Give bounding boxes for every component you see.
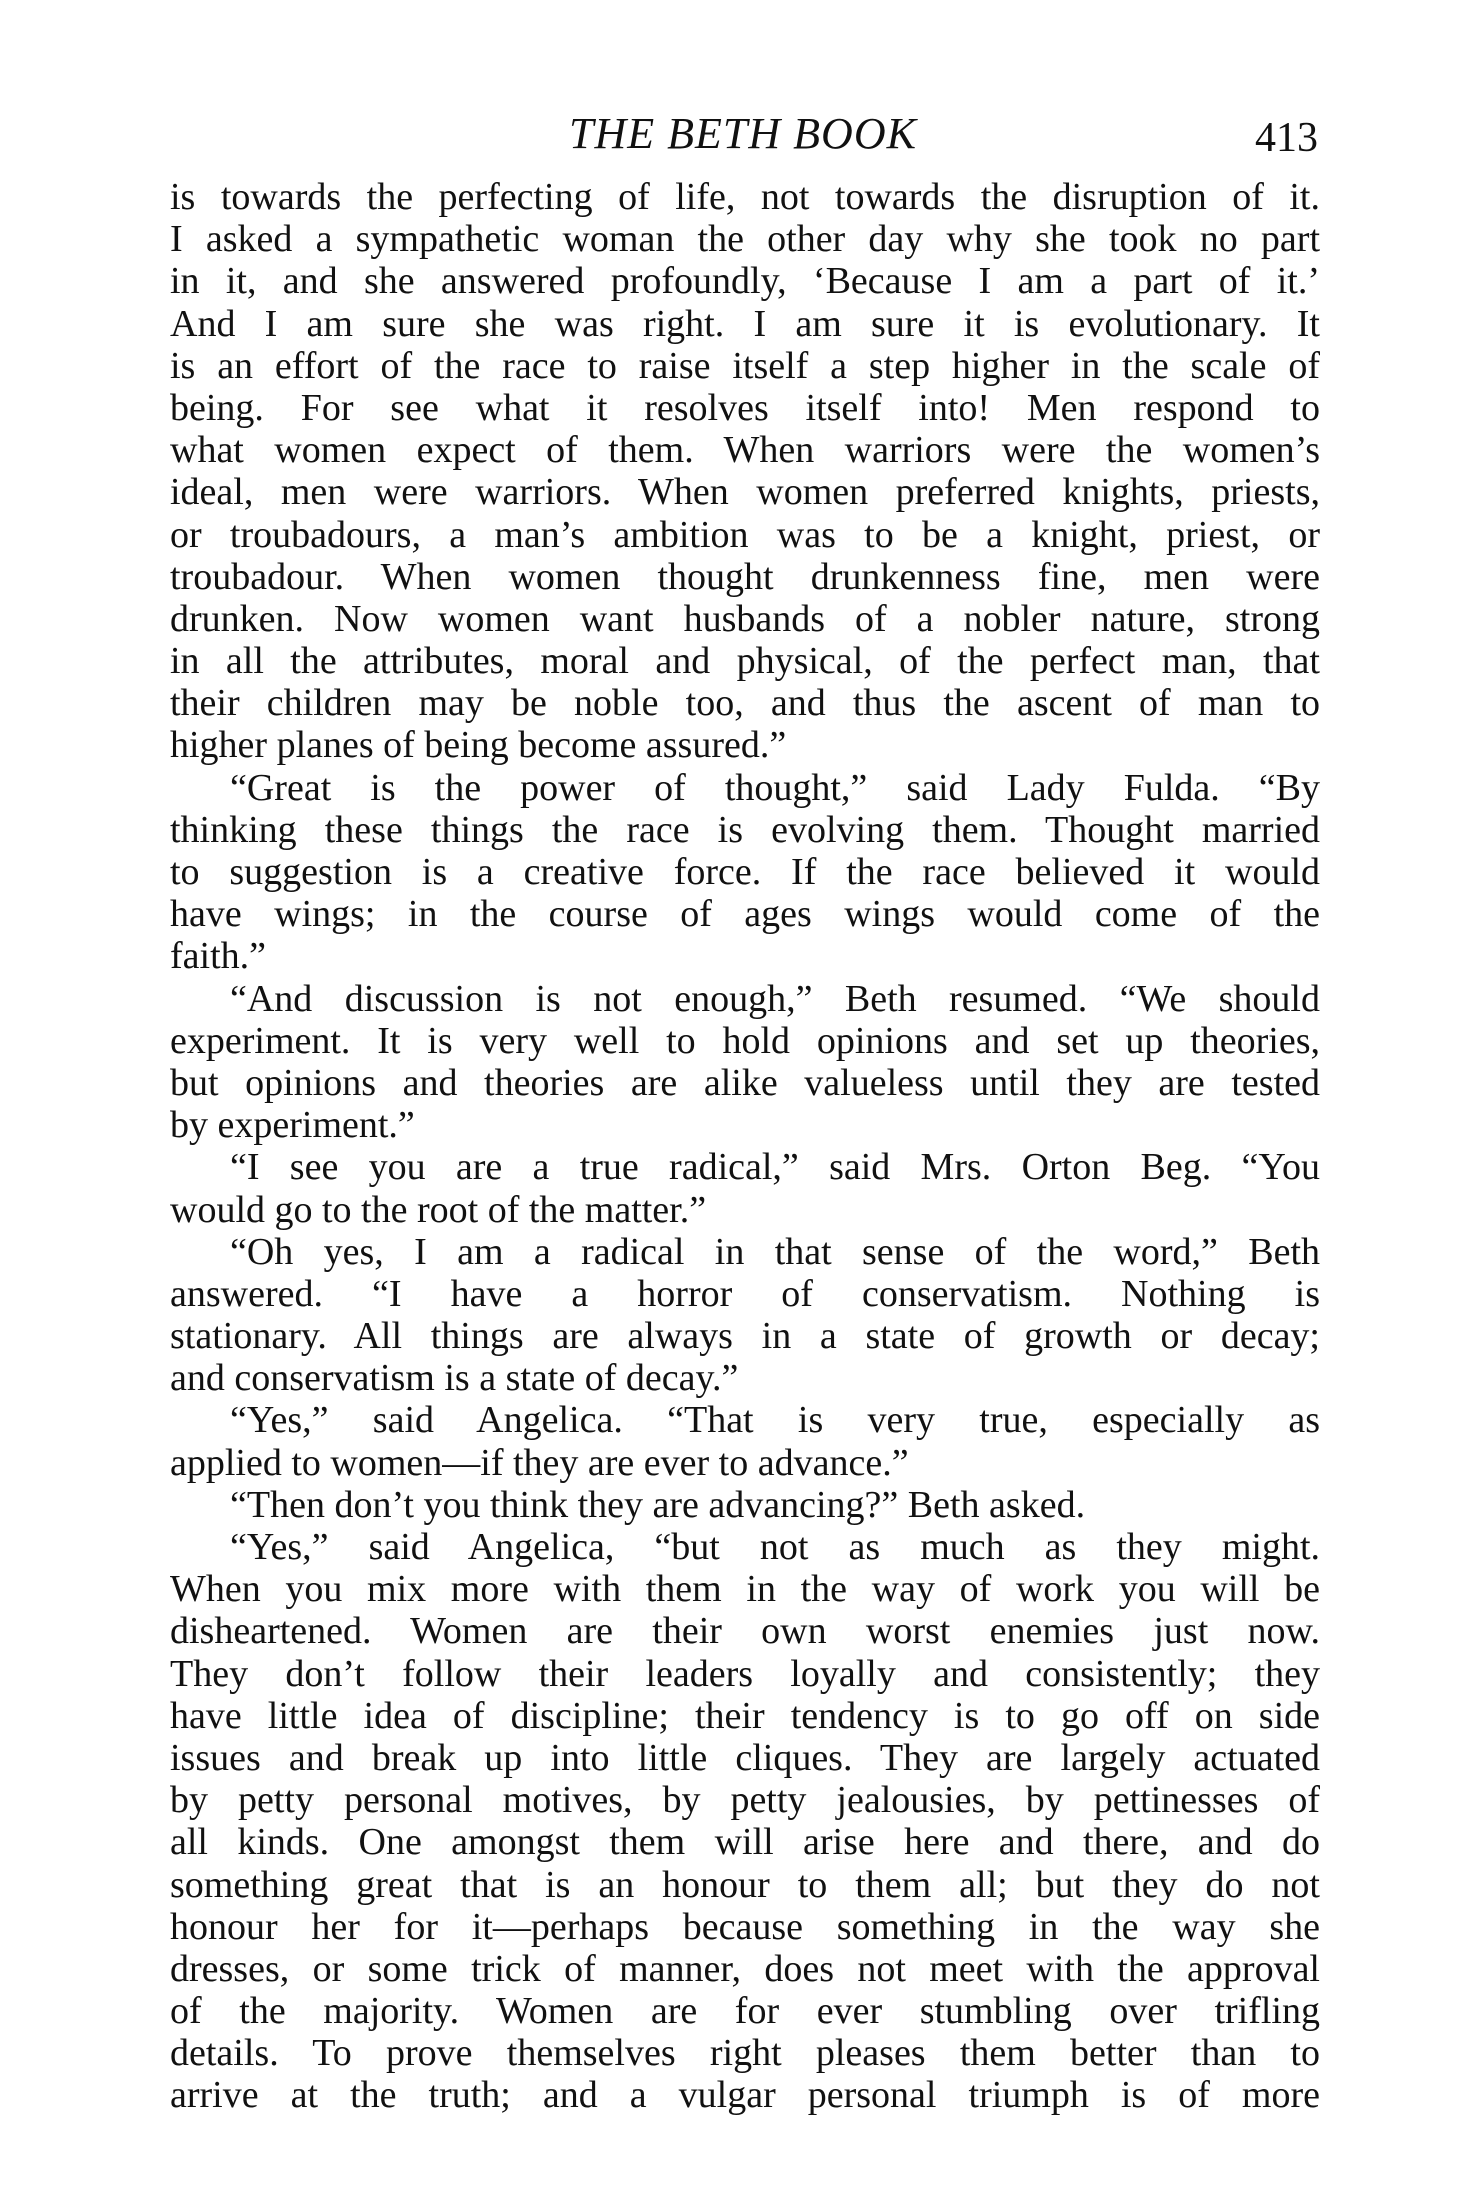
- text-line: I asked a sympathetic woman the other day why she took no part: [170, 218, 1320, 261]
- text-line: by petty personal motives, by petty jealousies, by pettinesses of: [170, 1779, 1320, 1822]
- text-line: experiment. It is very well to hold opinions and set up theories,: [170, 1019, 1320, 1062]
- text-line: “Then don’t you think they are advancing?” Beth asked.: [230, 1483, 1086, 1526]
- text-line: but opinions and theories are alike valueless until they are tested: [170, 1061, 1320, 1104]
- text-line: And I am sure she was right. I am sure it is evolutionary. It: [170, 302, 1320, 345]
- text-line: or troubadours, a man’s ambition was to be a knight, priest, or: [170, 513, 1320, 556]
- body-text: [170, 176, 1320, 2117]
- text-line: applied to women—if they are ever to advance.”: [170, 1441, 909, 1484]
- text-line: all kinds. One amongst them will arise here and there, and do: [170, 1821, 1320, 1864]
- text-line: “Yes,” said Angelica. “That is very true, especially as: [230, 1399, 1320, 1442]
- text-line: “I see you are a true radical,” said Mrs. Orton Beg. “You: [230, 1146, 1320, 1189]
- text-line: They don’t follow their leaders loyally and consistently; they: [170, 1652, 1320, 1695]
- text-line: faith.”: [170, 935, 267, 978]
- text-line: would go to the root of the matter.”: [170, 1188, 707, 1231]
- text-line: what women expect of them. When warriors were the women’s: [170, 429, 1320, 472]
- text-line: something great that is an honour to them all; but they do not: [170, 1863, 1320, 1906]
- text-line: honour her for it—perhaps because something in the way she: [170, 1905, 1320, 1948]
- running-title: THE BETH BOOK: [569, 109, 917, 158]
- text-line: by experiment.”: [170, 1104, 415, 1147]
- text-line: details. To prove themselves right pleases them better than to: [170, 2032, 1320, 2075]
- text-line: in all the attributes, moral and physical, of the perfect man, that: [170, 640, 1320, 683]
- text-line: and conservatism is a state of decay.”: [170, 1357, 739, 1400]
- text-line: “And discussion is not enough,” Beth resumed. “We should: [230, 977, 1320, 1020]
- text-line: is towards the perfecting of life, not towards the disruption of it.: [170, 176, 1320, 218]
- text-line: answered. “I have a horror of conservatism. Nothing is: [170, 1272, 1320, 1315]
- text-line: drunken. Now women want husbands of a nobler nature, strong: [170, 597, 1320, 640]
- text-line: arrive at the truth; and a vulgar personal triumph is of more: [170, 2074, 1320, 2117]
- text-line: their children may be noble too, and thus the ascent of man to: [170, 682, 1320, 725]
- page-header: [168, 104, 1318, 164]
- text-line: being. For see what it resolves itself into! Men respond to: [170, 386, 1320, 429]
- text-line: thinking these things the race is evolving them. Thought married: [170, 808, 1320, 851]
- text-line: is an effort of the race to raise itself a step higher in the scale of: [170, 344, 1320, 387]
- text-line: have little idea of discipline; their tendency is to go off on side: [170, 1694, 1320, 1737]
- text-line: in it, and she answered profoundly, ‘Because I am a part of it.’: [170, 260, 1320, 303]
- text-line: stationary. All things are always in a state of growth or decay;: [170, 1315, 1320, 1358]
- text-line: “Yes,” said Angelica, “but not as much as they might.: [230, 1526, 1320, 1568]
- text-line: disheartened. Women are their own worst enemies just now.: [170, 1610, 1320, 1653]
- text-line: to suggestion is a creative force. If the race believed it would: [170, 851, 1320, 893]
- text-line: issues and break up into little cliques. They are largely actuated: [170, 1736, 1320, 1779]
- text-line: “Oh yes, I am a radical in that sense of the word,” Beth: [230, 1230, 1320, 1273]
- text-line: higher planes of being become assured.”: [170, 724, 787, 767]
- text-line: of the majority. Women are for ever stumbling over trifling: [170, 1990, 1320, 2033]
- text-line: “Great is the power of thought,” said Lady Fulda. “By: [230, 766, 1320, 809]
- text-line: have wings; in the course of ages wings would come of the: [170, 893, 1320, 936]
- text-line: dresses, or some trick of manner, does not meet with the approval: [170, 1947, 1320, 1990]
- page-number: 413: [1255, 115, 1318, 161]
- text-line: ideal, men were warriors. When women preferred knights, priests,: [170, 471, 1320, 514]
- text-line: When you mix more with them in the way of work you will be: [170, 1568, 1320, 1611]
- text-line: troubadour. When women thought drunkenness fine, men were: [170, 555, 1320, 598]
